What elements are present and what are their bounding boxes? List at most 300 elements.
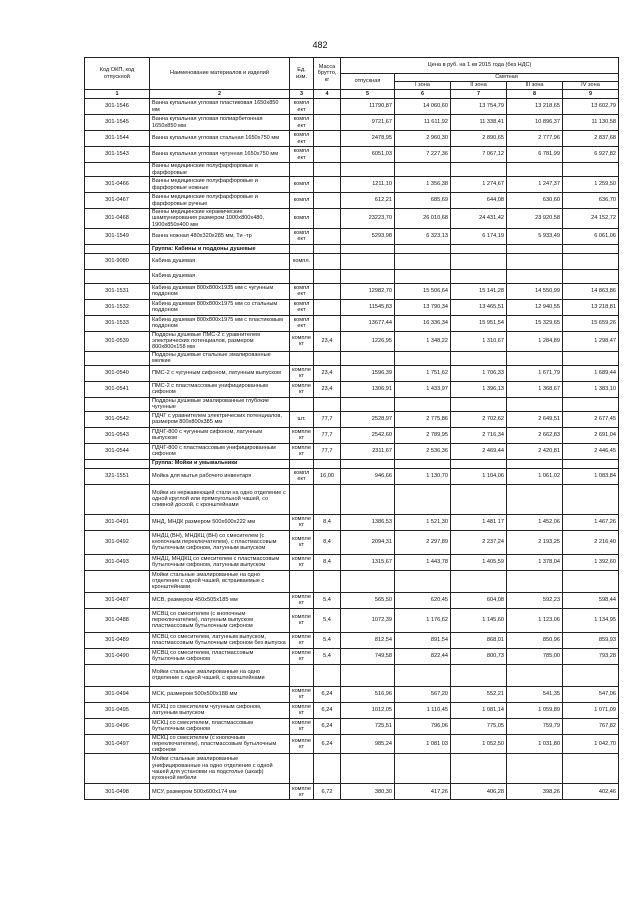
header-code: Код ОКП, код отпускной	[85, 58, 150, 90]
table-row	[85, 193, 619, 209]
price-cell: 812,54	[341, 632, 395, 648]
table-body	[85, 99, 619, 800]
item-unit: компле кт	[290, 648, 314, 664]
price-cell: 1 348,22	[395, 331, 451, 351]
empty-cell	[341, 397, 395, 411]
subheading-text: Поддоны душевые стальные эмалированные мелкие	[150, 351, 290, 365]
empty-cell	[314, 351, 341, 365]
price-cell: 6 174,19	[451, 228, 507, 244]
header-zone-2: II зона	[451, 82, 507, 90]
empty-cell	[290, 163, 314, 177]
empty-cell	[507, 570, 563, 592]
subheading-text: Ванны медицинские полуфарфоровые и фарфоровые	[150, 163, 290, 177]
table-row	[85, 411, 619, 427]
price-cell: 2 216,40	[563, 530, 619, 554]
price-cell: 759,79	[507, 718, 563, 734]
price-cell: 2 837,68	[563, 131, 619, 147]
price-cell: 1596,39	[341, 365, 395, 381]
item-name: Ванны медицинские полуфарфоровые и фарфоровые ножные	[150, 177, 290, 193]
item-mass: 5,4	[314, 632, 341, 648]
header-unit: Ед. изм.	[290, 58, 314, 90]
item-unit: компле кт	[290, 331, 314, 351]
price-cell: 1 061,02	[507, 468, 563, 484]
item-code: 301-0496	[85, 718, 150, 734]
empty-cell	[507, 397, 563, 411]
price-cell: 380,30	[341, 784, 395, 800]
item-unit: компле кт	[290, 784, 314, 800]
item-unit: компле кт	[290, 632, 314, 648]
price-cell: 2 960,30	[395, 131, 451, 147]
item-mass	[314, 299, 341, 315]
price-cell: 11 130,58	[563, 115, 619, 131]
price-cell: 2 536,36	[395, 443, 451, 459]
price-cell: 985,24	[341, 734, 395, 754]
price-cell: 850,96	[507, 632, 563, 648]
price-cell: 1 259,50	[563, 177, 619, 193]
price-cell: 6 927,82	[563, 147, 619, 163]
empty-cell	[507, 269, 563, 283]
item-unit: компл ект	[290, 228, 314, 244]
table-row	[85, 331, 619, 351]
item-unit: компл ект	[290, 468, 314, 484]
empty-cell	[290, 664, 314, 686]
price-cell: 612,21	[341, 193, 395, 209]
price-cell: 24 431,42	[451, 209, 507, 229]
item-name: МСВЦ со смесителем, пластмассовым бутылочным сифоном	[150, 648, 290, 664]
empty-cell	[451, 163, 507, 177]
table-row	[85, 632, 619, 648]
price-cell: 13 218,65	[507, 99, 563, 115]
item-mass	[314, 315, 341, 331]
empty-cell	[451, 484, 507, 514]
empty-cell	[507, 459, 563, 468]
column-index: 4	[314, 90, 341, 99]
column-index: 9	[563, 90, 619, 99]
item-name: МНДЦ, МНДКЦ со смесителем с пластмассовым бутылочным сифоном, латунным выпуском	[150, 554, 290, 570]
empty-cell	[451, 754, 507, 784]
item-name: ПМС-2 с чугунным сифоном, латунным выпуском	[150, 365, 290, 381]
item-name: ПДЧГ-800 с чугунным сифоном, латунным выпуском	[150, 427, 290, 443]
price-cell: 552,21	[451, 686, 507, 702]
empty-cell	[395, 163, 451, 177]
subheading-row	[85, 484, 619, 514]
empty-code-cell	[85, 163, 150, 177]
item-code: 301-1546	[85, 99, 150, 115]
price-cell: 11790,87	[341, 99, 395, 115]
price-cell: 1 452,06	[507, 514, 563, 530]
item-name: МСКЦ со смесителем чугунным сифоном, латунным выпуском	[150, 702, 290, 718]
item-unit: компле кт	[290, 734, 314, 754]
item-mass: 6,24	[314, 718, 341, 734]
empty-cell	[451, 459, 507, 468]
table-header	[85, 58, 619, 99]
price-cell: 859,93	[563, 632, 619, 648]
item-name: МСВЦ со смесителем (с кнопочным переключателем), латунным выпуском пластмассовым бутылочным сифоном	[150, 608, 290, 632]
subheading-row	[85, 351, 619, 365]
empty-cell	[341, 163, 395, 177]
item-mass: 6,24	[314, 702, 341, 718]
item-mass: 6,24	[314, 686, 341, 702]
price-cell: 2 677,45	[563, 411, 619, 427]
table-row	[85, 253, 619, 269]
subheading-text: Мойки стальные эмалированные на одно отделение с одной чашей, встраиваемые с кронштейнами	[150, 570, 290, 592]
price-cell: 1211,10	[341, 177, 395, 193]
empty-cell	[290, 570, 314, 592]
price-cell: 1 071,09	[563, 702, 619, 718]
item-unit: компле кт	[290, 443, 314, 459]
table-row	[85, 228, 619, 244]
item-mass	[314, 99, 341, 115]
item-unit: компле кт	[290, 381, 314, 397]
table-row	[85, 784, 619, 800]
table-row	[85, 514, 619, 530]
price-cell: 23223,70	[341, 209, 395, 229]
subheading-row	[85, 269, 619, 283]
item-name: Ванны медицинские полуфарфоровые и фарфоровые ручные	[150, 193, 290, 209]
price-cell: 1 031,80	[507, 734, 563, 754]
item-unit: компл ект	[290, 99, 314, 115]
price-cell: 868,01	[451, 632, 507, 648]
empty-cell	[395, 570, 451, 592]
price-cell: 1 123,06	[507, 608, 563, 632]
item-unit: компле кт	[290, 608, 314, 632]
empty-cell	[314, 244, 341, 253]
item-code: 301-0490	[85, 648, 150, 664]
empty-code-cell	[85, 484, 150, 514]
subheading-text: Мойки стальные эмалированные на одно отделение с одной чашей, с кронштейнами	[150, 664, 290, 686]
item-unit: компл ект	[290, 147, 314, 163]
empty-code-cell	[85, 664, 150, 686]
empty-cell	[451, 244, 507, 253]
price-cell: 2528,97	[341, 411, 395, 427]
price-cell: 2 662,83	[507, 427, 563, 443]
price-cell: 749,58	[341, 648, 395, 664]
price-cell: 1 284,89	[507, 331, 563, 351]
item-code: 301-0497	[85, 734, 150, 754]
price-cell: 398,26	[507, 784, 563, 800]
header-name: Наименование материалов и изделий	[150, 58, 290, 90]
price-cell: 14 550,99	[507, 283, 563, 299]
empty-cell	[451, 351, 507, 365]
price-cell	[395, 253, 451, 269]
price-cell: 547,06	[563, 686, 619, 702]
price-cell: 1012,05	[341, 702, 395, 718]
empty-cell	[395, 269, 451, 283]
price-cell: 1306,91	[341, 381, 395, 397]
price-cell: 1315,67	[341, 554, 395, 570]
price-cell: 2 237,24	[451, 530, 507, 554]
column-index-row	[85, 90, 619, 99]
price-cell: 2 716,34	[451, 427, 507, 443]
item-code: 301-0541	[85, 381, 150, 397]
price-cell: 800,73	[451, 648, 507, 664]
price-cell: 685,69	[395, 193, 451, 209]
item-code: 301-1549	[85, 228, 150, 244]
item-name: МНДЦ (ВН), МНДКЦ (ВН) со смесителем (с кнопочным переключателем), с пластмассовым бутылочным сифоном, латунным выпуском	[150, 530, 290, 554]
price-cell: 785,00	[507, 648, 563, 664]
table-row	[85, 686, 619, 702]
price-cell: 796,06	[395, 718, 451, 734]
empty-cell	[451, 664, 507, 686]
price-cell: 417,26	[395, 784, 451, 800]
empty-cell	[341, 269, 395, 283]
item-unit: шт.	[290, 411, 314, 427]
price-cell: 767,82	[563, 718, 619, 734]
item-name: ПМС-2 с пластмассовым унифицированным сифоном	[150, 381, 290, 397]
price-cell: 13 790,34	[395, 299, 451, 315]
price-cell: 2 691,04	[563, 427, 619, 443]
item-mass: 8,4	[314, 514, 341, 530]
empty-cell	[395, 754, 451, 784]
price-table	[84, 57, 619, 800]
price-cell: 1 104,06	[451, 468, 507, 484]
item-code: 301-0542	[85, 411, 150, 427]
price-cell: 11 611,92	[395, 115, 451, 131]
item-code: 301-0540	[85, 365, 150, 381]
column-index: 2	[150, 90, 290, 99]
item-mass	[314, 115, 341, 131]
empty-cell	[563, 484, 619, 514]
subheading-text: Мойки стальные эмалированные унифицированные на одно отделение с одной чашей для установки на подстолье (шкаф) кухонной мебели	[150, 754, 290, 784]
price-cell: 2 777,96	[507, 131, 563, 147]
price-cell: 6 781,99	[507, 147, 563, 163]
price-cell: 1 356,38	[395, 177, 451, 193]
item-mass: 6,72	[314, 784, 341, 800]
item-mass	[314, 209, 341, 229]
item-code: 301-0488	[85, 608, 150, 632]
item-unit: компл	[290, 193, 314, 209]
price-cell: 541,35	[507, 686, 563, 702]
table-row	[85, 147, 619, 163]
column-index: 5	[341, 90, 395, 99]
table-row	[85, 365, 619, 381]
column-index: 6	[395, 90, 451, 99]
item-code: 301-0489	[85, 632, 150, 648]
price-cell: 7 067,12	[451, 147, 507, 163]
item-mass	[314, 253, 341, 269]
item-unit: компле кт	[290, 592, 314, 608]
price-cell: 6051,03	[341, 147, 395, 163]
item-mass: 8,4	[314, 530, 341, 554]
group-row	[85, 459, 619, 468]
item-unit: компле кт	[290, 365, 314, 381]
item-code: 301-0495	[85, 702, 150, 718]
price-cell: 2094,31	[341, 530, 395, 554]
price-cell: 2 297,89	[395, 530, 451, 554]
price-cell: 565,50	[341, 592, 395, 608]
item-code: 301-0494	[85, 686, 150, 702]
item-mass	[314, 228, 341, 244]
empty-cell	[563, 754, 619, 784]
price-cell: 1 274,67	[451, 177, 507, 193]
item-unit: компле кт	[290, 514, 314, 530]
price-cell: 630,60	[507, 193, 563, 209]
item-name: МНД, МНДК размером 500х600х222 мм	[150, 514, 290, 530]
price-cell: 775,05	[451, 718, 507, 734]
price-cell: 7 227,36	[395, 147, 451, 163]
price-cell: 1 059,89	[507, 702, 563, 718]
price-cell: 1 083,84	[563, 468, 619, 484]
table-row	[85, 381, 619, 397]
price-cell: 16 336,34	[395, 315, 451, 331]
empty-cell	[290, 459, 314, 468]
item-code: 301-1545	[85, 115, 150, 131]
price-cell: 2311,67	[341, 443, 395, 459]
price-cell: 15 506,64	[395, 283, 451, 299]
table-row	[85, 648, 619, 664]
price-cell: 822,44	[395, 648, 451, 664]
column-index: 8	[507, 90, 563, 99]
price-cell: 23 920,58	[507, 209, 563, 229]
item-mass	[314, 131, 341, 147]
item-name: Ванна купальная угловая пластиковая 1650х850 мм	[150, 99, 290, 115]
price-cell: 14 060,60	[395, 99, 451, 115]
item-mass	[314, 177, 341, 193]
table-row	[85, 283, 619, 299]
table-row	[85, 209, 619, 229]
empty-code-cell	[85, 244, 150, 253]
subheading-row	[85, 754, 619, 784]
item-name: Кабина душевая 800х800х1975 мм со стальным поддоном	[150, 299, 290, 315]
item-mass	[314, 283, 341, 299]
item-mass: 77,7	[314, 443, 341, 459]
price-cell: 13 465,51	[451, 299, 507, 315]
item-code: 301-9080	[85, 253, 150, 269]
header-zone-4: IV зона	[563, 82, 619, 90]
header-zone-3: III зона	[507, 82, 563, 90]
empty-cell	[314, 754, 341, 784]
price-cell: 9721,67	[341, 115, 395, 131]
column-index: 1	[85, 90, 150, 99]
item-mass: 77,7	[314, 411, 341, 427]
item-code: 301-0498	[85, 784, 150, 800]
item-unit: компле кт	[290, 554, 314, 570]
table-row	[85, 734, 619, 754]
item-code: 301-1533	[85, 315, 150, 331]
price-cell: 26 010,68	[395, 209, 451, 229]
item-unit: компл.	[290, 253, 314, 269]
empty-cell	[395, 459, 451, 468]
price-cell: 592,23	[507, 592, 563, 608]
price-cell: 620,45	[395, 592, 451, 608]
item-unit: компле кт	[290, 530, 314, 554]
price-cell: 1 383,10	[563, 381, 619, 397]
column-index: 3	[290, 90, 314, 99]
price-cell: 15 329,65	[507, 315, 563, 331]
table-row	[85, 315, 619, 331]
empty-cell	[341, 664, 395, 686]
item-mass: 5,4	[314, 648, 341, 664]
price-cell: 1 467,26	[563, 514, 619, 530]
item-mass	[314, 193, 341, 209]
empty-cell	[507, 351, 563, 365]
header-zone-1: I зона	[395, 82, 451, 90]
price-cell: 6 323,13	[395, 228, 451, 244]
table-row	[85, 702, 619, 718]
price-cell: 1 392,60	[563, 554, 619, 570]
price-cell: 2 446,45	[563, 443, 619, 459]
price-cell: 402,46	[563, 784, 619, 800]
price-cell: 1 521,30	[395, 514, 451, 530]
table-row	[85, 177, 619, 193]
empty-cell	[395, 484, 451, 514]
price-cell: 2 890,65	[451, 131, 507, 147]
price-cell: 946,66	[341, 468, 395, 484]
item-code: 301-0466	[85, 177, 150, 193]
item-name: МСУ, размером 500х600х174 мм	[150, 784, 290, 800]
item-code: 301-1532	[85, 299, 150, 315]
subheading-row	[85, 570, 619, 592]
item-unit: компл	[290, 209, 314, 229]
empty-cell	[290, 754, 314, 784]
empty-cell	[341, 754, 395, 784]
subheading-text: Поддоны душевые эмалированные глубокие чугунные	[150, 397, 290, 411]
price-cell: 1 671,79	[507, 365, 563, 381]
item-mass: 6,24	[314, 734, 341, 754]
group-title: Группа: Кабины и поддоны душевые	[150, 244, 290, 253]
item-code: 301-0539	[85, 331, 150, 351]
empty-cell	[290, 244, 314, 253]
empty-cell	[563, 397, 619, 411]
table-row	[85, 427, 619, 443]
subheading-row	[85, 163, 619, 177]
price-cell: 1 081 03	[395, 734, 451, 754]
price-cell	[507, 253, 563, 269]
empty-cell	[314, 397, 341, 411]
price-cell: 1 396,13	[451, 381, 507, 397]
price-cell: 1 298,47	[563, 331, 619, 351]
item-unit: компл ект	[290, 315, 314, 331]
item-name: МСКЦ со смесителем, пластмассовым бутылочным сифоном	[150, 718, 290, 734]
price-cell: 11 338,41	[451, 115, 507, 131]
item-name: Кабина душевая 800х800х1975 мм с пластиковым поддоном	[150, 315, 290, 331]
item-mass: 77,7	[314, 427, 341, 443]
price-cell: 13 602,79	[563, 99, 619, 115]
item-unit: компл ект	[290, 283, 314, 299]
price-cell: 1 689,44	[563, 365, 619, 381]
item-name: Ванна купальная угловая стальная 1650х750 мм	[150, 131, 290, 147]
subheading-text: Кабина душевая	[150, 269, 290, 283]
empty-cell	[563, 570, 619, 592]
empty-cell	[507, 484, 563, 514]
item-code: 301-1544	[85, 131, 150, 147]
empty-code-cell	[85, 459, 150, 468]
price-cell: 2 469,44	[451, 443, 507, 459]
price-cell: 13677,44	[341, 315, 395, 331]
group-title: Группа: Мойки и умывальники	[150, 459, 290, 468]
empty-code-cell	[85, 351, 150, 365]
price-cell: 1 310,67	[451, 331, 507, 351]
price-cell: 15 951,54	[451, 315, 507, 331]
price-cell: 1 052,50	[451, 734, 507, 754]
empty-cell	[451, 269, 507, 283]
item-mass: 8,4	[314, 554, 341, 570]
item-code: 301-0544	[85, 443, 150, 459]
item-unit: компл ект	[290, 131, 314, 147]
item-mass: 16,00	[314, 468, 341, 484]
page-number: 482	[312, 40, 328, 50]
price-cell: 1 042,70	[563, 734, 619, 754]
price-cell: 891,54	[395, 632, 451, 648]
item-unit: компл ект	[290, 299, 314, 315]
price-cell: 6 061,06	[563, 228, 619, 244]
header-mass: Масса брутто, кг	[314, 58, 341, 90]
empty-cell	[563, 459, 619, 468]
empty-cell	[507, 664, 563, 686]
price-cell: 516,96	[341, 686, 395, 702]
empty-code-cell	[85, 397, 150, 411]
empty-cell	[451, 570, 507, 592]
